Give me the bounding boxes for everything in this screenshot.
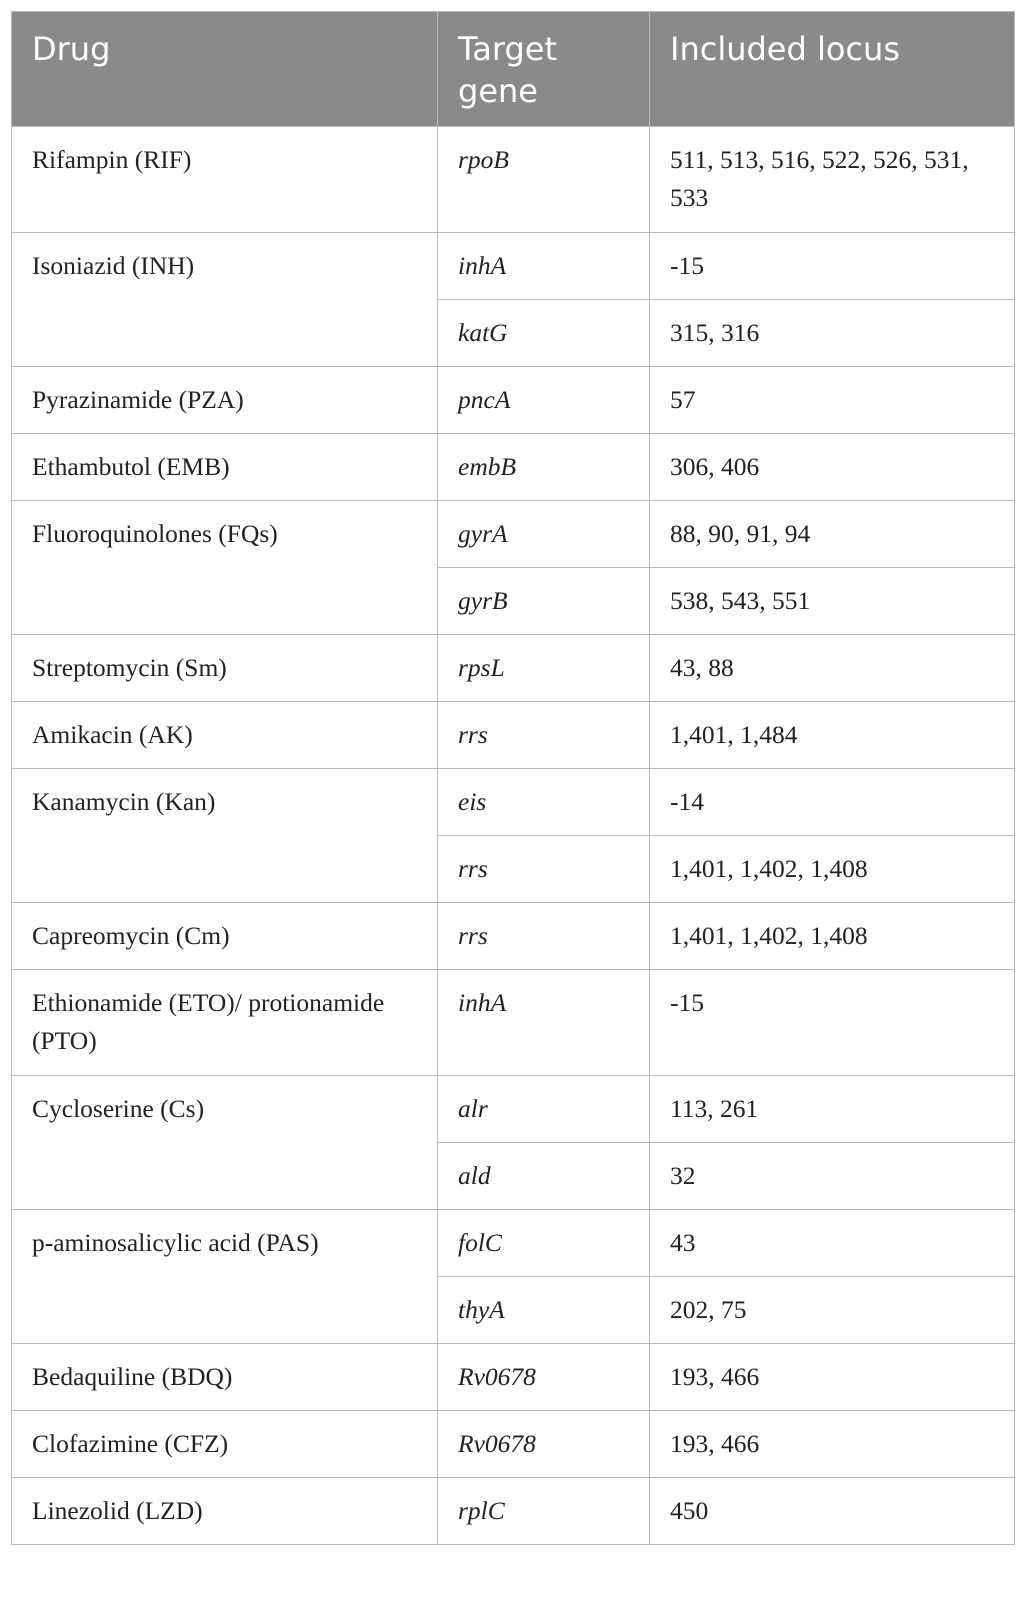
header-drug: Drug: [12, 12, 438, 127]
drug-cell: Bedaquiline (BDQ): [12, 1344, 438, 1411]
table-row: [12, 702, 1015, 769]
gene-cell: inhA: [438, 233, 650, 300]
drug-cell: Linezolid (LZD): [12, 1478, 438, 1545]
drug-cell: Clofazimine (CFZ): [12, 1411, 438, 1478]
locus-cell: 315, 316: [650, 300, 1015, 367]
gene-cell: gyrA: [438, 501, 650, 568]
locus-cell: 32: [650, 1143, 1015, 1210]
table-row: [12, 434, 1015, 501]
gene-cell: rpoB: [438, 127, 650, 233]
gene-cell: rplC: [438, 1478, 650, 1545]
locus-cell: 88, 90, 91, 94: [650, 501, 1015, 568]
gene-cell: rpsL: [438, 635, 650, 702]
table-row: [12, 1210, 1015, 1277]
locus-cell: 193, 466: [650, 1411, 1015, 1478]
gene-cell: rrs: [438, 903, 650, 970]
gene-cell: eis: [438, 769, 650, 836]
locus-cell: -15: [650, 233, 1015, 300]
locus-cell: 202, 75: [650, 1277, 1015, 1344]
drug-cell: Cycloserine (Cs): [12, 1076, 438, 1210]
locus-cell: 450: [650, 1478, 1015, 1545]
drug-cell: Amikacin (AK): [12, 702, 438, 769]
gene-cell: thyA: [438, 1277, 650, 1344]
gene-cell: rrs: [438, 702, 650, 769]
table-row: [12, 127, 1015, 233]
locus-cell: 1,401, 1,402, 1,408: [650, 836, 1015, 903]
header-target-gene: Target gene: [438, 12, 650, 127]
gene-cell: gyrB: [438, 568, 650, 635]
header-row: [12, 12, 1015, 127]
gene-cell: pncA: [438, 367, 650, 434]
locus-cell: 113, 261: [650, 1076, 1015, 1143]
locus-cell: 43, 88: [650, 635, 1015, 702]
locus-cell: -15: [650, 970, 1015, 1076]
table-row: [12, 367, 1015, 434]
gene-cell: inhA: [438, 970, 650, 1076]
locus-cell: 538, 543, 551: [650, 568, 1015, 635]
drug-cell: Isoniazid (INH): [12, 233, 438, 367]
table-row: [12, 635, 1015, 702]
locus-cell: 511, 513, 516, 522, 526, 531, 533: [650, 127, 1015, 233]
drug-cell: p-aminosalicylic acid (PAS): [12, 1210, 438, 1344]
table-row: [12, 903, 1015, 970]
gene-cell: rrs: [438, 836, 650, 903]
locus-cell: 1,401, 1,402, 1,408: [650, 903, 1015, 970]
table-row: [12, 233, 1015, 300]
table-row: [12, 1411, 1015, 1478]
locus-cell: 1,401, 1,484: [650, 702, 1015, 769]
header-included-locus: Included locus: [650, 12, 1015, 127]
table-row: [12, 1344, 1015, 1411]
drug-cell: Ethambutol (EMB): [12, 434, 438, 501]
table-row: [12, 1076, 1015, 1143]
table-row: [12, 970, 1015, 1076]
gene-cell: folC: [438, 1210, 650, 1277]
drug-cell: Capreomycin (Cm): [12, 903, 438, 970]
drug-cell: Streptomycin (Sm): [12, 635, 438, 702]
drug-cell: Ethionamide (ETO)/ protionamide (PTO): [12, 970, 438, 1076]
locus-cell: 43: [650, 1210, 1015, 1277]
drug-cell: Kanamycin (Kan): [12, 769, 438, 903]
gene-cell: embB: [438, 434, 650, 501]
locus-cell: 57: [650, 367, 1015, 434]
gene-cell: katG: [438, 300, 650, 367]
locus-cell: -14: [650, 769, 1015, 836]
gene-cell: ald: [438, 1143, 650, 1210]
drug-cell: Rifampin (RIF): [12, 127, 438, 233]
drug-cell: Fluoroquinolones (FQs): [12, 501, 438, 635]
table-row: [12, 501, 1015, 568]
drug-cell: Pyrazinamide (PZA): [12, 367, 438, 434]
table-row: [12, 1478, 1015, 1545]
locus-cell: 193, 466: [650, 1344, 1015, 1411]
gene-cell: alr: [438, 1076, 650, 1143]
locus-cell: 306, 406: [650, 434, 1015, 501]
gene-cell: Rv0678: [438, 1344, 650, 1411]
gene-cell: Rv0678: [438, 1411, 650, 1478]
drug-target-table: [11, 11, 1015, 1545]
table-row: [12, 769, 1015, 836]
